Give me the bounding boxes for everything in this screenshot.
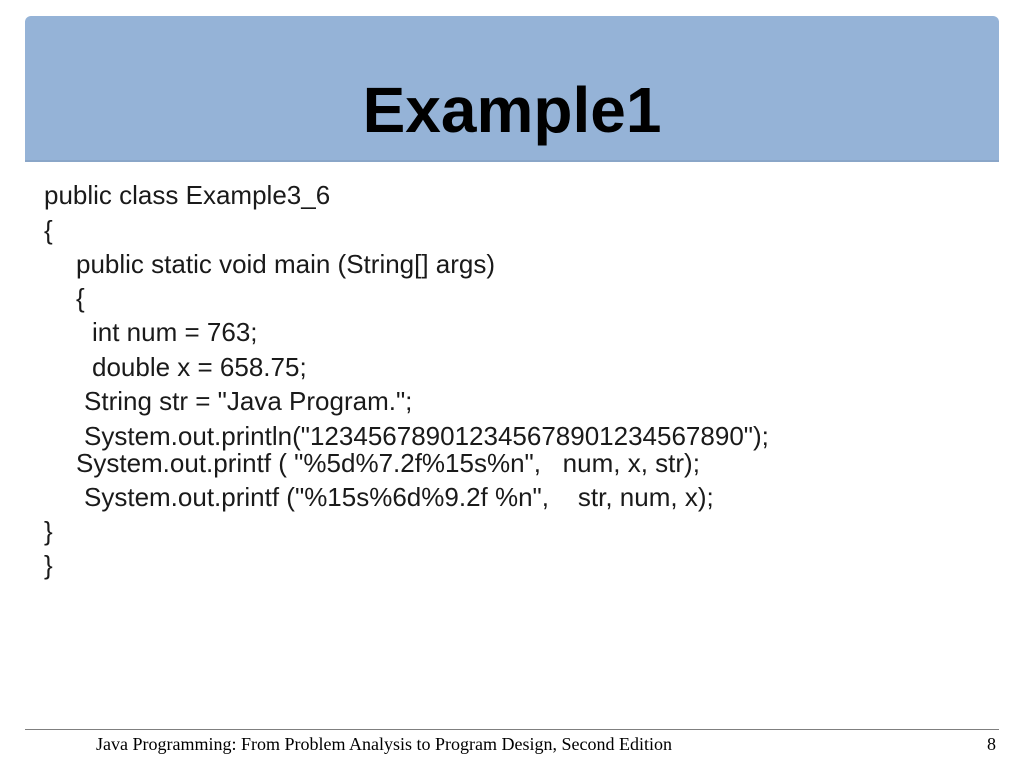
code-line: double x = 658.75; <box>92 352 307 382</box>
footer-text: Java Programming: From Problem Analysis to Program Design, Second Edition <box>96 734 672 754</box>
slide-title: Example1 <box>362 74 662 146</box>
code-line: { <box>76 283 85 313</box>
code-line: public static void main (String[] args) <box>76 249 496 279</box>
code-line: } <box>44 516 53 546</box>
code-line: } <box>44 550 53 580</box>
page-number: 8 <box>987 734 996 754</box>
code-line: int num = 763; <box>92 317 258 347</box>
code-line: System.out.printf ( "%5d%7.2f%15s%n", num, x, str); <box>76 448 700 478</box>
footer-divider <box>25 729 999 730</box>
code-line: public class Example3_6 <box>44 180 331 210</box>
code-line: String str = "Java Program."; <box>84 386 413 416</box>
code-line: System.out.println("123456789012345678901234567890"); <box>84 421 769 451</box>
code-line: { <box>44 215 53 245</box>
code-line: System.out.printf ("%15s%6d%9.2f %n", str, num, x); <box>84 482 714 512</box>
